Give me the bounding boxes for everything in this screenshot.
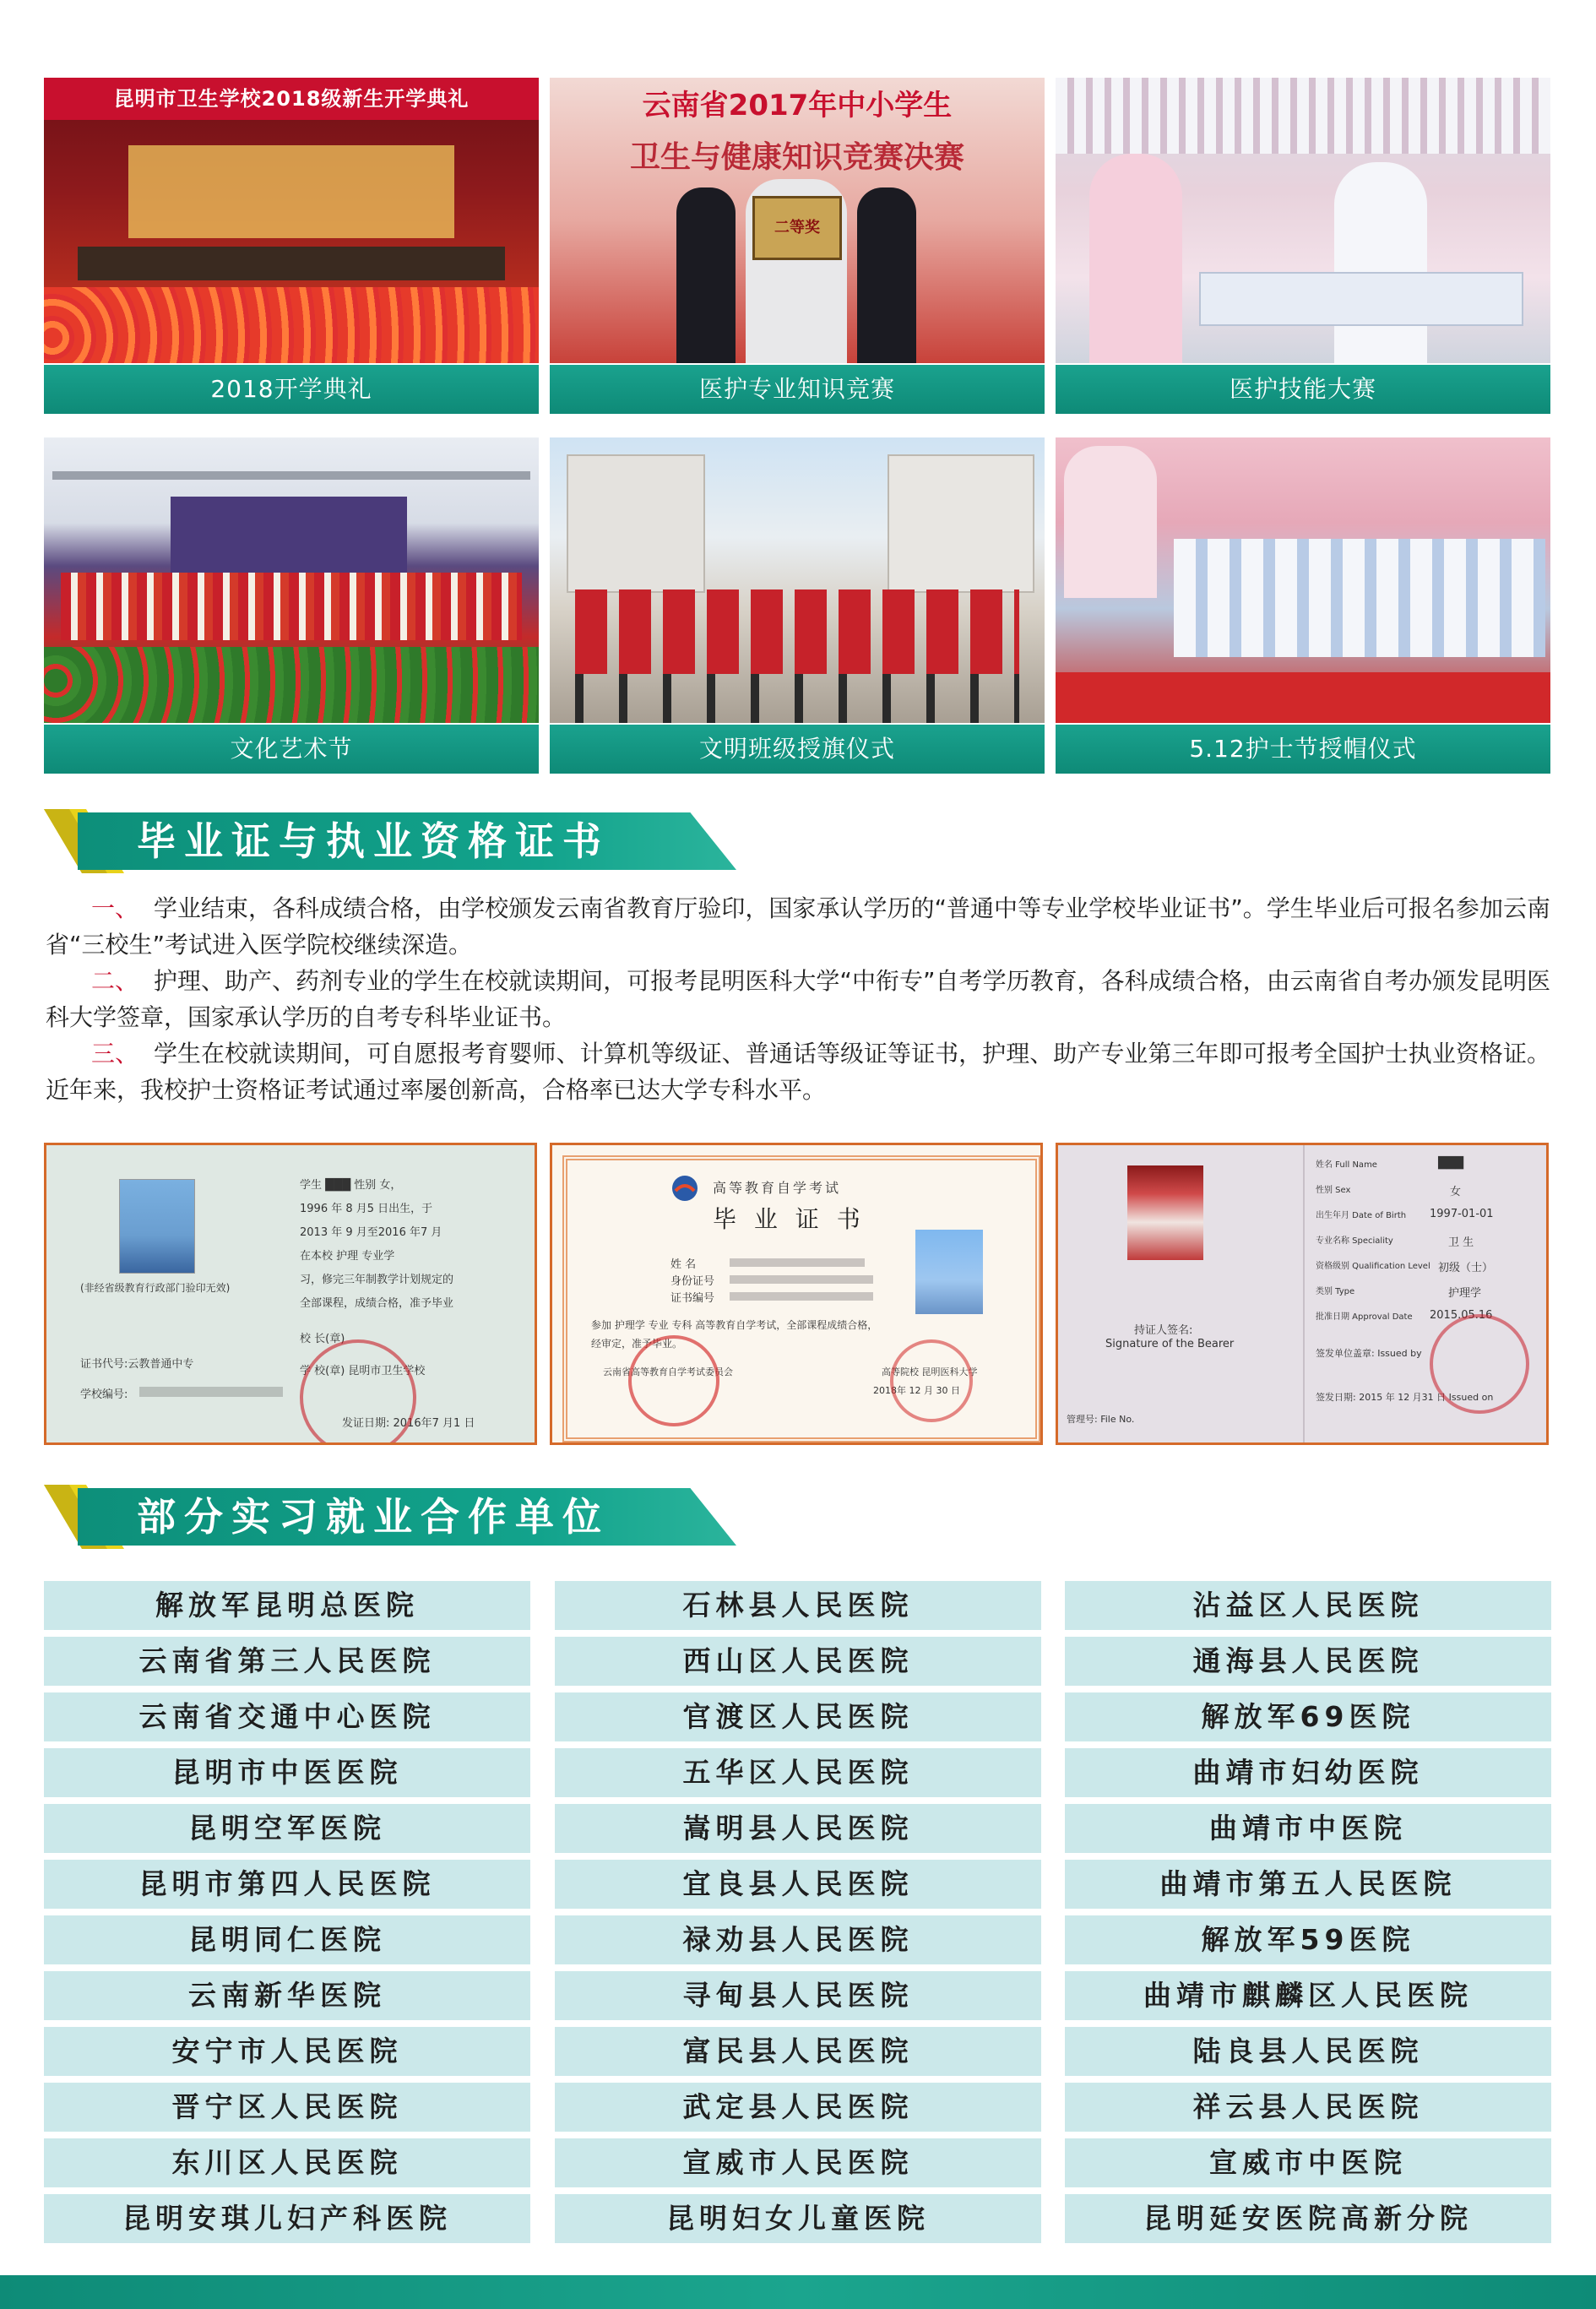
- principal-label: 校 长(章): [300, 1333, 345, 1345]
- certificate-self-study-diploma: [550, 1143, 1043, 1445]
- certificate-secondary-diploma: [44, 1143, 537, 1445]
- field-value: 女: [1450, 1186, 1462, 1198]
- partner-cell: 云南省第三人民医院: [44, 1637, 530, 1686]
- partner-cell: 昆明延安医院高新分院: [1065, 2194, 1551, 2243]
- field-label: 批准日期 Approval Date: [1316, 1312, 1413, 1322]
- certificate-nurse-qualification: [1056, 1143, 1549, 1445]
- file-no: 管理号: File No.: [1067, 1414, 1135, 1425]
- students-row: [575, 674, 1019, 723]
- red-seal-icon: [890, 1339, 973, 1422]
- photo-culture-festival: [44, 437, 539, 723]
- redacted-bar: [139, 1387, 283, 1397]
- building-left: [567, 454, 705, 593]
- stage-backdrop: [128, 145, 454, 238]
- partner-cell: 解放军59医院: [1065, 1915, 1551, 1964]
- partner-cell: 五华区人民医院: [555, 1748, 1041, 1797]
- photo-caption: 医护专业知识竞赛: [550, 365, 1045, 414]
- photo-caption: 文化艺术节: [44, 725, 539, 774]
- signature-en: Signature of the Bearer: [1105, 1338, 1235, 1350]
- student-photo: [119, 1179, 195, 1274]
- photo-skills-contest: [1056, 78, 1550, 363]
- cert-body: 参加 护理学 专业 专科 高等教育自学考试，全部课程成绩合格，: [591, 1319, 878, 1331]
- footer-band: [0, 2275, 1596, 2309]
- partner-cell: 宣威市中医院: [1065, 2138, 1551, 2187]
- person-right: [857, 187, 916, 363]
- red-seal-icon: [1430, 1314, 1529, 1414]
- stage-floor: [1056, 672, 1550, 723]
- paragraph-number: 二、: [91, 967, 139, 995]
- nurse-figure: [1089, 154, 1182, 363]
- paragraph-number: 三、: [91, 1040, 139, 1068]
- cert-line: 全部课程，成绩合格，准予毕业: [300, 1297, 454, 1310]
- id-label: 身份证号: [670, 1275, 715, 1288]
- partner-cell: 昆明市第四人民医院: [44, 1860, 530, 1909]
- cert-line: 习，修完三年制教学计划规定的: [300, 1274, 454, 1286]
- photo-card-opening-ceremony: [44, 78, 539, 414]
- plants-row: [44, 647, 539, 723]
- partner-cell: 祥云县人民医院: [1065, 2083, 1551, 2132]
- cert-line: 1996 年 8 月5 日出生，于: [300, 1203, 433, 1215]
- partner-cell: 曲靖市第五人民医院: [1065, 1860, 1551, 1909]
- field-value: 卫 生: [1448, 1236, 1474, 1249]
- student-photo: [915, 1230, 983, 1314]
- partner-cell: 富民县人民医院: [555, 2027, 1041, 2076]
- field-value: 护理学: [1448, 1287, 1482, 1300]
- red-seal-icon: [628, 1335, 719, 1426]
- field-label: 性别 Sex: [1316, 1186, 1351, 1195]
- partner-cell: 昆明同仁医院: [44, 1915, 530, 1964]
- photo-card-flag-ceremony: [550, 437, 1045, 774]
- partner-cell: 陆良县人民医院: [1065, 2027, 1551, 2076]
- stage-platform: [78, 247, 505, 280]
- person-left: [676, 187, 736, 363]
- partner-cell: 昆明安琪儿妇产科医院: [44, 2194, 530, 2243]
- photo-card-skills-contest: [1056, 78, 1550, 414]
- name-label: 姓 名: [670, 1258, 697, 1271]
- partner-cell: 解放军69医院: [1065, 1692, 1551, 1741]
- partner-cell: 石林县人民医院: [555, 1581, 1041, 1630]
- redacted-bar: [730, 1275, 873, 1284]
- paragraph-text: 学业结束，各科成绩合格，由学校颁发云南省教育厅验印，国家承认学历的“普通中等专业学校毕业证书”。学生毕业后可报名参加云南省“三校生”考试进入医学院校继续深造。: [46, 894, 1550, 959]
- flower-row: [44, 287, 539, 363]
- partner-cell: 曲靖市妇幼医院: [1065, 1748, 1551, 1797]
- performers-row: [61, 573, 522, 640]
- photo-caption: 文明班级授旗仪式: [550, 725, 1045, 774]
- photo-opening-ceremony: [44, 78, 539, 363]
- signature-label: 持证人签名:: [1134, 1324, 1193, 1337]
- stage-screen: [171, 497, 407, 573]
- partner-cell: 沾益区人民医院: [1065, 1581, 1551, 1630]
- partner-cell: 昆明市中医医院: [44, 1748, 530, 1797]
- audience-nurses: [1056, 78, 1550, 154]
- photo-card-capping-ceremony: [1056, 437, 1550, 774]
- partner-cell: 云南新华医院: [44, 1971, 530, 2020]
- partner-cell: 昆明空军医院: [44, 1804, 530, 1853]
- partner-cell: 通海县人民医院: [1065, 1637, 1551, 1686]
- partner-cell: 曲靖市中医院: [1065, 1804, 1551, 1853]
- award-plaque: 二等奖: [752, 196, 842, 260]
- cert-no-label: 证书编号: [670, 1292, 715, 1305]
- partner-cell: 安宁市人民医院: [44, 2027, 530, 2076]
- partner-cell: 西山区人民医院: [555, 1637, 1041, 1686]
- banner-row: [575, 589, 1019, 674]
- number-label: 学校编号:: [80, 1388, 128, 1401]
- partner-cell: 解放军昆明总医院: [44, 1581, 530, 1630]
- building-right: [888, 454, 1034, 593]
- paragraph-text: 护理、助产、药剂专业的学生在校就读期间，可报考昆明医科大学“中衔专”自考学历教育，各科成绩合格，由云南省自考办颁发昆明医科大学签章，国家承认学历的自考专科毕业证书。: [46, 967, 1550, 1031]
- partner-cell: 晋宁区人民医院: [44, 2083, 530, 2132]
- section-title: 毕业证与执业资格证书: [137, 818, 610, 864]
- photo-knowledge-contest: [550, 78, 1045, 363]
- nurses-kneeling: [1174, 539, 1545, 657]
- issued-on: 签发日期: 2015 年 12 月31 日 Issued on: [1316, 1392, 1494, 1403]
- section-header-diploma: [44, 809, 736, 873]
- section-title: 部分实习就业合作单位: [137, 1494, 610, 1540]
- partner-cell: 寻甸县人民医院: [555, 1971, 1041, 2020]
- stage-truss: [52, 471, 530, 480]
- portrait-backdrop: [1064, 446, 1157, 598]
- contest-banner-line1: 云南省2017年中小学生: [642, 89, 953, 122]
- photo-capping-ceremony: [1056, 437, 1550, 723]
- field-value: 初级（士）: [1438, 1262, 1494, 1274]
- photo-banner-text: 昆明市卫生学校2018级新生开学典礼: [44, 78, 539, 120]
- cert-header: 高等教育自学考试: [713, 1180, 842, 1196]
- field-label: 专业名称 Speciality: [1316, 1236, 1393, 1246]
- field-label: 资格级别 Qualification Level: [1316, 1262, 1430, 1271]
- partner-cell: 东川区人民医院: [44, 2138, 530, 2187]
- field-value: ███: [1438, 1157, 1463, 1170]
- fold-divider: [1303, 1145, 1305, 1445]
- paragraph-text: 学生在校就读期间，可自愿报考育婴师、计算机等级证、普通话等级证等证书，护理、助产专业第三年即可报考全国护士执业资格证。近年来，我校护士资格证考试通过率屡创新高，合格率已达大学专科水平。: [46, 1040, 1550, 1104]
- photo-card-culture-festival: [44, 437, 539, 774]
- partner-cell: 官渡区人民医院: [555, 1692, 1041, 1741]
- training-bed: [1199, 272, 1523, 326]
- partner-cell: 武定县人民医院: [555, 2083, 1041, 2132]
- issued-by: 签发单位盖章: Issued by: [1316, 1348, 1422, 1359]
- photo-caption: 2018开学典礼: [44, 365, 539, 414]
- field-label: 类别 Type: [1316, 1287, 1355, 1296]
- cert-line: 学生 ███ 性别 女，: [300, 1179, 402, 1192]
- partner-cell: 云南省交通中心医院: [44, 1692, 530, 1741]
- field-label: 姓名 Full Name: [1316, 1160, 1377, 1170]
- issuer-right: 高等院校 昆明医科大学: [882, 1366, 978, 1377]
- issue-date: 发证日期: 2016年7 月1 日: [342, 1417, 475, 1430]
- paragraph-1: [46, 890, 1550, 963]
- partner-cell: 禄劝县人民医院: [555, 1915, 1041, 1964]
- photo-card-knowledge-contest: [550, 78, 1045, 414]
- exam-logo-icon: [670, 1174, 699, 1203]
- paragraph-3: [46, 1035, 1550, 1108]
- issue-date: 2018年 12 月 30 日: [873, 1385, 960, 1396]
- partner-cell: 宣威市人民医院: [555, 2138, 1041, 2187]
- redacted-bar: [730, 1258, 865, 1267]
- contest-banner-line2: 卫生与健康知识竞赛决赛: [629, 140, 964, 175]
- paragraph-2: [46, 963, 1550, 1035]
- photo-flag-ceremony: [550, 437, 1045, 723]
- redacted-bar: [730, 1292, 873, 1301]
- partner-cell: 昆明妇女儿童医院: [555, 2194, 1041, 2243]
- photo-caption: 5.12护士节授帽仪式: [1056, 725, 1550, 774]
- red-seal-icon: [300, 1339, 416, 1445]
- field-value: 1997-01-01: [1430, 1208, 1494, 1220]
- cert-line: 在本校 护理 专业学: [300, 1250, 395, 1263]
- section-header-partners: [44, 1485, 736, 1549]
- code-label: 证书代号:云教普通中专: [80, 1358, 194, 1371]
- nurse-figure: [1334, 162, 1427, 363]
- cert-title: 毕 业 证 书: [713, 1205, 866, 1233]
- field-label: 出生年月 Date of Birth: [1316, 1211, 1407, 1220]
- photo-caption: 医护技能大赛: [1056, 365, 1550, 414]
- paragraph-number: 一、: [91, 894, 139, 922]
- partner-cell: 嵩明县人民医院: [555, 1804, 1041, 1853]
- cert-line: 2013 年 9 月至2016 年7 月: [300, 1226, 442, 1239]
- stamp-note: (非经省级教育行政部门验印无效): [80, 1282, 231, 1294]
- cert-body: 经审定，准予毕业。: [591, 1338, 683, 1350]
- field-value: 2015.05.16: [1430, 1309, 1493, 1322]
- partner-cell: 宜良县人民医院: [555, 1860, 1041, 1909]
- partner-cell: 曲靖市麒麟区人民医院: [1065, 1971, 1551, 2020]
- issuer-left: 云南省高等教育自学考试委员会: [603, 1366, 733, 1377]
- bearer-photo: [1127, 1165, 1203, 1260]
- school-label: 学 校(章) 昆明市卫生学校: [300, 1365, 426, 1377]
